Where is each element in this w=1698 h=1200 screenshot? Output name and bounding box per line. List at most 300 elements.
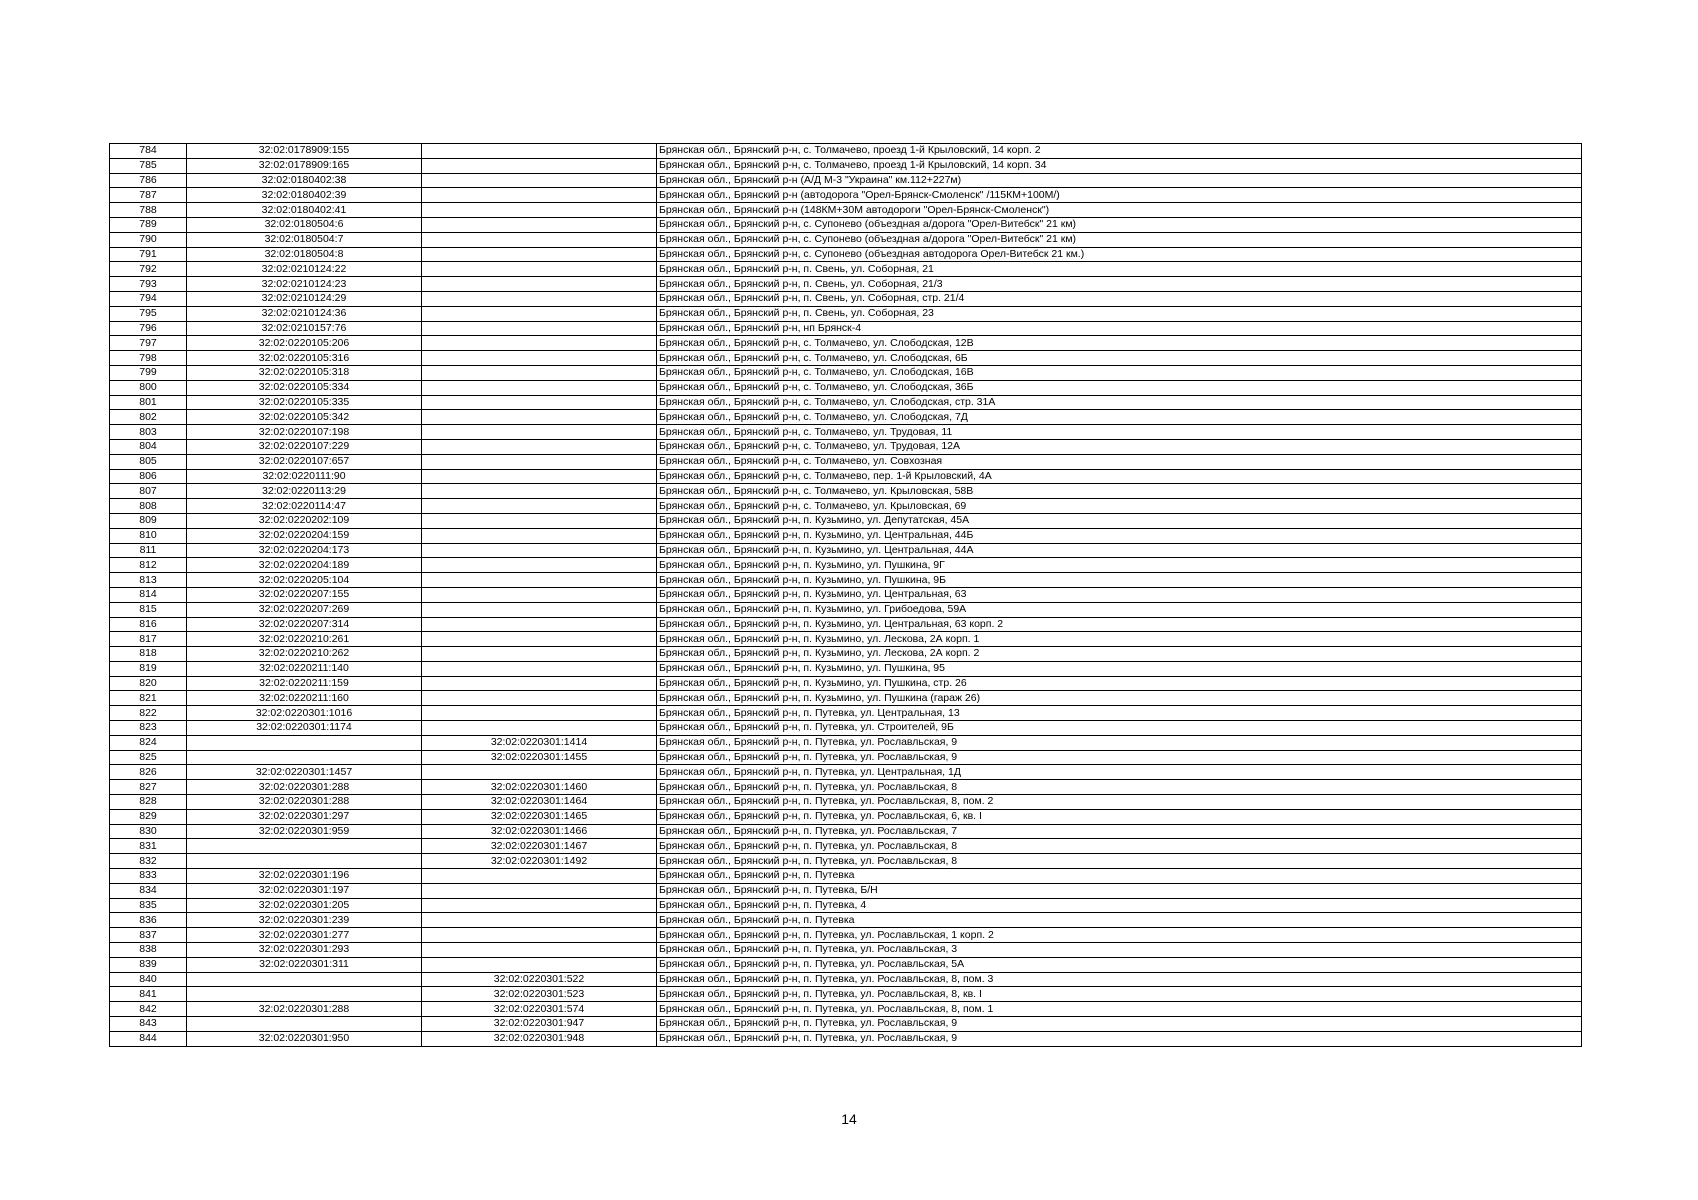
row-number-cell: 816 <box>110 617 187 632</box>
row-number-cell: 789 <box>110 217 187 232</box>
parcel-cadastral-number-cell: 32:02:0180504:7 <box>187 232 422 247</box>
parcel-cadastral-number-cell: 32:02:0220301:196 <box>187 869 422 884</box>
parcel-cadastral-number-cell: 32:02:0220105:335 <box>187 395 422 410</box>
parcel-cadastral-number-cell: 32:02:0178909:155 <box>187 144 422 159</box>
address-cell: Брянская обл., Брянский р-н, п. Путевка, ул. Рославльская, 8, пом. 2 <box>657 795 1582 810</box>
object-cadastral-number-cell <box>422 439 657 454</box>
address-cell: Брянская обл., Брянский р-н, п. Путевка, ул. Рославльская, 8, пом. 1 <box>657 1002 1582 1017</box>
row-number-cell: 805 <box>110 454 187 469</box>
address-cell: Брянская обл., Брянский р-н, с. Толмачево, ул. Совхозная <box>657 454 1582 469</box>
object-cadastral-number-cell <box>422 484 657 499</box>
parcel-cadastral-number-cell: 32:02:0220105:342 <box>187 410 422 425</box>
table-row <box>110 721 1582 736</box>
row-number-cell: 791 <box>110 247 187 262</box>
row-number-cell: 825 <box>110 750 187 765</box>
table-row <box>110 661 1582 676</box>
address-cell: Брянская обл., Брянский р-н, п. Путевка, ул. Рославльская, 3 <box>657 943 1582 958</box>
object-cadastral-number-cell <box>422 602 657 617</box>
address-cell: Брянская обл., Брянский р-н, с. Толмачево, ул. Слободская, стр. 31А <box>657 395 1582 410</box>
row-number-cell: 798 <box>110 351 187 366</box>
table-row <box>110 469 1582 484</box>
table-row <box>110 321 1582 336</box>
address-cell: Брянская обл., Брянский р-н, с. Толмачево, ул. Слободская, 16В <box>657 365 1582 380</box>
row-number-cell: 808 <box>110 499 187 514</box>
object-cadastral-number-cell <box>422 528 657 543</box>
table-row <box>110 439 1582 454</box>
table-row <box>110 395 1582 410</box>
address-cell: Брянская обл., Брянский р-н, с. Толмачево, ул. Слободская, 36Б <box>657 380 1582 395</box>
row-number-cell: 844 <box>110 1031 187 1046</box>
table-row <box>110 513 1582 528</box>
address-cell: Брянская обл., Брянский р-н, п. Кузьмино, ул. Центральная, 63 корп. 2 <box>657 617 1582 632</box>
row-number-cell: 813 <box>110 573 187 588</box>
object-cadastral-number-cell <box>422 587 657 602</box>
row-number-cell: 797 <box>110 336 187 351</box>
address-cell: Брянская обл., Брянский р-н, с. Толмачево, ул. Крыловская, 58В <box>657 484 1582 499</box>
table-row <box>110 632 1582 647</box>
address-cell: Брянская обл., Брянский р-н, нп Брянск-4 <box>657 321 1582 336</box>
table-row <box>110 573 1582 588</box>
object-cadastral-number-cell <box>422 306 657 321</box>
row-number-cell: 799 <box>110 365 187 380</box>
address-cell: Брянская обл., Брянский р-н, п. Путевка, 4 <box>657 898 1582 913</box>
parcel-cadastral-number-cell: 32:02:0180402:39 <box>187 188 422 203</box>
table-row <box>110 380 1582 395</box>
address-cell: Брянская обл., Брянский р-н, с. Толмачево, ул. Слободская, 6Б <box>657 351 1582 366</box>
table-row <box>110 499 1582 514</box>
row-number-cell: 796 <box>110 321 187 336</box>
parcel-cadastral-number-cell: 32:02:0210124:23 <box>187 277 422 292</box>
parcel-cadastral-number-cell: 32:02:0220301:277 <box>187 928 422 943</box>
row-number-cell: 802 <box>110 410 187 425</box>
table-row <box>110 247 1582 262</box>
row-number-cell: 842 <box>110 1002 187 1017</box>
row-number-cell: 829 <box>110 809 187 824</box>
row-number-cell: 834 <box>110 883 187 898</box>
row-number-cell: 793 <box>110 277 187 292</box>
parcel-cadastral-number-cell: 32:02:0220301:288 <box>187 780 422 795</box>
address-cell: Брянская обл., Брянский р-н, п. Путевка, ул. Рославльская, 8 <box>657 780 1582 795</box>
address-cell: Брянская обл., Брянский р-н, п. Кузьмино, ул. Пушкина, стр. 26 <box>657 676 1582 691</box>
object-cadastral-number-cell <box>422 913 657 928</box>
parcel-cadastral-number-cell <box>187 735 422 750</box>
object-cadastral-number-cell <box>422 158 657 173</box>
table-row <box>110 173 1582 188</box>
row-number-cell: 812 <box>110 558 187 573</box>
address-cell: Брянская обл., Брянский р-н, п. Путевка, ул. Рославльская, 8 <box>657 839 1582 854</box>
parcel-cadastral-number-cell: 32:02:0210124:22 <box>187 262 422 277</box>
row-number-cell: 811 <box>110 543 187 558</box>
object-cadastral-number-cell <box>422 676 657 691</box>
table-row <box>110 780 1582 795</box>
row-number-cell: 833 <box>110 869 187 884</box>
parcel-cadastral-number-cell <box>187 972 422 987</box>
address-cell: Брянская обл., Брянский р-н, с. Толмачево, ул. Слободская, 12В <box>657 336 1582 351</box>
table-row <box>110 543 1582 558</box>
row-number-cell: 823 <box>110 721 187 736</box>
parcel-cadastral-number-cell: 32:02:0180504:8 <box>187 247 422 262</box>
parcel-cadastral-number-cell: 32:02:0220301:1016 <box>187 706 422 721</box>
table-row <box>110 883 1582 898</box>
address-cell: Брянская обл., Брянский р-н, п. Кузьмино, ул. Центральная, 63 <box>657 587 1582 602</box>
table-row <box>110 943 1582 958</box>
table-row <box>110 484 1582 499</box>
object-cadastral-number-cell <box>422 365 657 380</box>
address-cell: Брянская обл., Брянский р-н, п. Путевка, ул. Рославльская, 8, кв. I <box>657 987 1582 1002</box>
address-cell: Брянская обл., Брянский р-н, п. Путевка, Б/Н <box>657 883 1582 898</box>
address-cell: Брянская обл., Брянский р-н, с. Супонево (объездная а/дорога "Орел-Витебск" 21 км) <box>657 232 1582 247</box>
table-row <box>110 795 1582 810</box>
parcel-cadastral-number-cell: 32:02:0220301:959 <box>187 824 422 839</box>
address-cell: Брянская обл., Брянский р-н, с. Толмачево, проезд 1-й Крыловский, 14 корп. 2 <box>657 144 1582 159</box>
object-cadastral-number-cell: 32:02:0220301:574 <box>422 1002 657 1017</box>
register-table-body <box>110 144 1582 1047</box>
object-cadastral-number-cell <box>422 425 657 440</box>
object-cadastral-number-cell <box>422 898 657 913</box>
address-cell: Брянская обл., Брянский р-н, п. Кузьмино, ул. Центральная, 44Б <box>657 528 1582 543</box>
object-cadastral-number-cell: 32:02:0220301:1467 <box>422 839 657 854</box>
parcel-cadastral-number-cell: 32:02:0220202:109 <box>187 513 422 528</box>
address-cell: Брянская обл., Брянский р-н, п. Кузьмино, ул. Пушкина, 9Г <box>657 558 1582 573</box>
object-cadastral-number-cell <box>422 513 657 528</box>
table-row <box>110 291 1582 306</box>
row-number-cell: 839 <box>110 957 187 972</box>
address-cell: Брянская обл., Брянский р-н, п. Путевка, ул. Рославльская, 7 <box>657 824 1582 839</box>
table-row <box>110 203 1582 218</box>
row-number-cell: 806 <box>110 469 187 484</box>
object-cadastral-number-cell <box>422 883 657 898</box>
address-cell: Брянская обл., Брянский р-н (А/Д М-3 "Украина" км.112+227м) <box>657 173 1582 188</box>
register-table <box>109 143 1582 1047</box>
parcel-cadastral-number-cell: 32:02:0220107:229 <box>187 439 422 454</box>
parcel-cadastral-number-cell: 32:02:0220211:159 <box>187 676 422 691</box>
object-cadastral-number-cell <box>422 232 657 247</box>
table-row <box>110 1031 1582 1046</box>
table-row <box>110 869 1582 884</box>
row-number-cell: 837 <box>110 928 187 943</box>
address-cell: Брянская обл., Брянский р-н (автодорога "Орел-Брянск-Смоленск" /115КМ+100М/) <box>657 188 1582 203</box>
row-number-cell: 788 <box>110 203 187 218</box>
object-cadastral-number-cell: 32:02:0220301:1492 <box>422 854 657 869</box>
row-number-cell: 787 <box>110 188 187 203</box>
object-cadastral-number-cell <box>422 410 657 425</box>
row-number-cell: 809 <box>110 513 187 528</box>
address-cell: Брянская обл., Брянский р-н, п. Кузьмино, ул. Пушкина (гараж 26) <box>657 691 1582 706</box>
parcel-cadastral-number-cell <box>187 987 422 1002</box>
row-number-cell: 841 <box>110 987 187 1002</box>
address-cell: Брянская обл., Брянский р-н, с. Толмачево, ул. Слободская, 7Д <box>657 410 1582 425</box>
row-number-cell: 824 <box>110 735 187 750</box>
table-row <box>110 972 1582 987</box>
address-cell: Брянская обл., Брянский р-н, п. Кузьмино, ул. Центральная, 44А <box>657 543 1582 558</box>
parcel-cadastral-number-cell: 32:02:0180402:38 <box>187 173 422 188</box>
parcel-cadastral-number-cell <box>187 750 422 765</box>
object-cadastral-number-cell <box>422 217 657 232</box>
parcel-cadastral-number-cell: 32:02:0220301:239 <box>187 913 422 928</box>
table-row <box>110 425 1582 440</box>
table-row <box>110 824 1582 839</box>
row-number-cell: 810 <box>110 528 187 543</box>
object-cadastral-number-cell <box>422 499 657 514</box>
object-cadastral-number-cell: 32:02:0220301:522 <box>422 972 657 987</box>
table-row <box>110 217 1582 232</box>
parcel-cadastral-number-cell: 32:02:0220204:159 <box>187 528 422 543</box>
address-cell: Брянская обл., Брянский р-н, п. Путевка, ул. Рославльская, 6, кв. I <box>657 809 1582 824</box>
parcel-cadastral-number-cell <box>187 839 422 854</box>
object-cadastral-number-cell <box>422 558 657 573</box>
table-row <box>110 351 1582 366</box>
table-row <box>110 602 1582 617</box>
row-number-cell: 832 <box>110 854 187 869</box>
table-row <box>110 839 1582 854</box>
object-cadastral-number-cell <box>422 262 657 277</box>
address-cell: Брянская обл., Брянский р-н, п. Свень, ул. Соборная, 21/3 <box>657 277 1582 292</box>
row-number-cell: 804 <box>110 439 187 454</box>
row-number-cell: 822 <box>110 706 187 721</box>
address-cell: Брянская обл., Брянский р-н, с. Толмачево, пер. 1-й Крыловский, 4А <box>657 469 1582 484</box>
parcel-cadastral-number-cell: 32:02:0220301:205 <box>187 898 422 913</box>
row-number-cell: 828 <box>110 795 187 810</box>
table-row <box>110 410 1582 425</box>
object-cadastral-number-cell <box>422 721 657 736</box>
table-row <box>110 1017 1582 1032</box>
object-cadastral-number-cell <box>422 543 657 558</box>
address-cell: Брянская обл., Брянский р-н, п. Свень, ул. Соборная, 23 <box>657 306 1582 321</box>
parcel-cadastral-number-cell: 32:02:0220301:288 <box>187 1002 422 1017</box>
row-number-cell: 821 <box>110 691 187 706</box>
table-row <box>110 765 1582 780</box>
row-number-cell: 803 <box>110 425 187 440</box>
address-cell: Брянская обл., Брянский р-н, п. Путевка, ул. Рославльская, 9 <box>657 735 1582 750</box>
table-row <box>110 691 1582 706</box>
table-row <box>110 232 1582 247</box>
row-number-cell: 814 <box>110 587 187 602</box>
parcel-cadastral-number-cell: 32:02:0220107:657 <box>187 454 422 469</box>
parcel-cadastral-number-cell <box>187 854 422 869</box>
parcel-cadastral-number-cell: 32:02:0180504:6 <box>187 217 422 232</box>
object-cadastral-number-cell: 32:02:0220301:1465 <box>422 809 657 824</box>
parcel-cadastral-number-cell: 32:02:0220301:197 <box>187 883 422 898</box>
object-cadastral-number-cell <box>422 765 657 780</box>
parcel-cadastral-number-cell: 32:02:0220301:311 <box>187 957 422 972</box>
parcel-cadastral-number-cell: 32:02:0220210:261 <box>187 632 422 647</box>
row-number-cell: 835 <box>110 898 187 913</box>
table-row <box>110 336 1582 351</box>
parcel-cadastral-number-cell: 32:02:0220204:173 <box>187 543 422 558</box>
table-row <box>110 854 1582 869</box>
table-row <box>110 365 1582 380</box>
parcel-cadastral-number-cell: 32:02:0220205:104 <box>187 573 422 588</box>
table-row <box>110 454 1582 469</box>
row-number-cell: 786 <box>110 173 187 188</box>
object-cadastral-number-cell: 32:02:0220301:948 <box>422 1031 657 1046</box>
row-number-cell: 817 <box>110 632 187 647</box>
object-cadastral-number-cell <box>422 869 657 884</box>
address-cell: Брянская обл., Брянский р-н, с. Толмачево, ул. Трудовая, 12А <box>657 439 1582 454</box>
object-cadastral-number-cell <box>422 291 657 306</box>
object-cadastral-number-cell <box>422 247 657 262</box>
parcel-cadastral-number-cell: 32:02:0220204:189 <box>187 558 422 573</box>
table-row <box>110 750 1582 765</box>
table-row <box>110 898 1582 913</box>
object-cadastral-number-cell <box>422 188 657 203</box>
object-cadastral-number-cell <box>422 647 657 662</box>
address-cell: Брянская обл., Брянский р-н, п. Путевка <box>657 913 1582 928</box>
address-cell: Брянская обл., Брянский р-н, п. Путевка, ул. Рославльская, 9 <box>657 1031 1582 1046</box>
object-cadastral-number-cell <box>422 469 657 484</box>
address-cell: Брянская обл., Брянский р-н, п. Путевка, ул. Рославльская, 8 <box>657 854 1582 869</box>
parcel-cadastral-number-cell: 32:02:0210157:76 <box>187 321 422 336</box>
object-cadastral-number-cell <box>422 144 657 159</box>
table-row <box>110 1002 1582 1017</box>
row-number-cell: 815 <box>110 602 187 617</box>
parcel-cadastral-number-cell: 32:02:0210124:29 <box>187 291 422 306</box>
row-number-cell: 838 <box>110 943 187 958</box>
address-cell: Брянская обл., Брянский р-н, п. Свень, ул. Соборная, 21 <box>657 262 1582 277</box>
address-cell: Брянская обл., Брянский р-н (148КМ+30М автодороги "Орел-Брянск-Смоленск") <box>657 203 1582 218</box>
table-row <box>110 809 1582 824</box>
table-row <box>110 706 1582 721</box>
row-number-cell: 840 <box>110 972 187 987</box>
row-number-cell: 843 <box>110 1017 187 1032</box>
object-cadastral-number-cell <box>422 573 657 588</box>
object-cadastral-number-cell <box>422 706 657 721</box>
parcel-cadastral-number-cell: 32:02:0220207:269 <box>187 602 422 617</box>
object-cadastral-number-cell <box>422 454 657 469</box>
address-cell: Брянская обл., Брянский р-н, с. Толмачево, проезд 1-й Крыловский, 14 корп. 34 <box>657 158 1582 173</box>
parcel-cadastral-number-cell: 32:02:0220105:318 <box>187 365 422 380</box>
object-cadastral-number-cell <box>422 943 657 958</box>
table-row <box>110 647 1582 662</box>
parcel-cadastral-number-cell: 32:02:0178909:165 <box>187 158 422 173</box>
address-cell: Брянская обл., Брянский р-н, с. Супонево (объездная а/дорога "Орел-Витебск" 21 км) <box>657 217 1582 232</box>
address-cell: Брянская обл., Брянский р-н, п. Путевка, ул. Рославльская, 9 <box>657 1017 1582 1032</box>
object-cadastral-number-cell: 32:02:0220301:1460 <box>422 780 657 795</box>
row-number-cell: 801 <box>110 395 187 410</box>
address-cell: Брянская обл., Брянский р-н, п. Путевка, ул. Центральная, 13 <box>657 706 1582 721</box>
row-number-cell: 800 <box>110 380 187 395</box>
object-cadastral-number-cell <box>422 321 657 336</box>
table-row <box>110 735 1582 750</box>
parcel-cadastral-number-cell: 32:02:0210124:36 <box>187 306 422 321</box>
parcel-cadastral-number-cell: 32:02:0220107:198 <box>187 425 422 440</box>
row-number-cell: 792 <box>110 262 187 277</box>
object-cadastral-number-cell <box>422 691 657 706</box>
table-row <box>110 144 1582 159</box>
parcel-cadastral-number-cell: 32:02:0220301:1174 <box>187 721 422 736</box>
address-cell: Брянская обл., Брянский р-н, п. Кузьмино, ул. Грибоедова, 59А <box>657 602 1582 617</box>
table-row <box>110 957 1582 972</box>
address-cell: Брянская обл., Брянский р-н, п. Путевка, ул. Рославльская, 5А <box>657 957 1582 972</box>
object-cadastral-number-cell <box>422 928 657 943</box>
parcel-cadastral-number-cell: 32:02:0220114:47 <box>187 499 422 514</box>
row-number-cell: 785 <box>110 158 187 173</box>
row-number-cell: 836 <box>110 913 187 928</box>
address-cell: Брянская обл., Брянский р-н, п. Путевка, ул. Центральная, 1Д <box>657 765 1582 780</box>
object-cadastral-number-cell <box>422 632 657 647</box>
row-number-cell: 830 <box>110 824 187 839</box>
table-row <box>110 928 1582 943</box>
object-cadastral-number-cell <box>422 351 657 366</box>
row-number-cell: 818 <box>110 647 187 662</box>
parcel-cadastral-number-cell: 32:02:0220105:334 <box>187 380 422 395</box>
address-cell: Брянская обл., Брянский р-н, п. Путевка, ул. Рославльская, 9 <box>657 750 1582 765</box>
address-cell: Брянская обл., Брянский р-н, п. Путевка, ул. Строителей, 9Б <box>657 721 1582 736</box>
parcel-cadastral-number-cell: 32:02:0220301:297 <box>187 809 422 824</box>
row-number-cell: 790 <box>110 232 187 247</box>
parcel-cadastral-number-cell: 32:02:0220111:90 <box>187 469 422 484</box>
object-cadastral-number-cell <box>422 277 657 292</box>
parcel-cadastral-number-cell: 32:02:0220210:262 <box>187 647 422 662</box>
table-row <box>110 987 1582 1002</box>
parcel-cadastral-number-cell: 32:02:0220105:206 <box>187 336 422 351</box>
object-cadastral-number-cell <box>422 617 657 632</box>
table-row <box>110 306 1582 321</box>
page-number: 14 <box>841 1111 857 1127</box>
table-row <box>110 676 1582 691</box>
object-cadastral-number-cell <box>422 173 657 188</box>
row-number-cell: 819 <box>110 661 187 676</box>
parcel-cadastral-number-cell <box>187 1017 422 1032</box>
object-cadastral-number-cell: 32:02:0220301:947 <box>422 1017 657 1032</box>
parcel-cadastral-number-cell: 32:02:0220207:314 <box>187 617 422 632</box>
address-cell: Брянская обл., Брянский р-н, п. Кузьмино, ул. Депутатская, 45А <box>657 513 1582 528</box>
table-row <box>110 558 1582 573</box>
table-row <box>110 587 1582 602</box>
table-row <box>110 617 1582 632</box>
row-number-cell: 807 <box>110 484 187 499</box>
address-cell: Брянская обл., Брянский р-н, п. Свень, ул. Соборная, стр. 21/4 <box>657 291 1582 306</box>
object-cadastral-number-cell <box>422 380 657 395</box>
object-cadastral-number-cell: 32:02:0220301:1466 <box>422 824 657 839</box>
object-cadastral-number-cell: 32:02:0220301:1464 <box>422 795 657 810</box>
table-row <box>110 262 1582 277</box>
parcel-cadastral-number-cell: 32:02:0220113:29 <box>187 484 422 499</box>
object-cadastral-number-cell <box>422 395 657 410</box>
parcel-cadastral-number-cell: 32:02:0220211:160 <box>187 691 422 706</box>
row-number-cell: 831 <box>110 839 187 854</box>
row-number-cell: 784 <box>110 144 187 159</box>
parcel-cadastral-number-cell: 32:02:0180402:41 <box>187 203 422 218</box>
row-number-cell: 795 <box>110 306 187 321</box>
parcel-cadastral-number-cell: 32:02:0220211:140 <box>187 661 422 676</box>
parcel-cadastral-number-cell: 32:02:0220105:316 <box>187 351 422 366</box>
object-cadastral-number-cell <box>422 336 657 351</box>
address-cell: Брянская обл., Брянский р-н, с. Толмачево, ул. Трудовая, 11 <box>657 425 1582 440</box>
address-cell: Брянская обл., Брянский р-н, п. Кузьмино, ул. Лескова, 2А корп. 2 <box>657 647 1582 662</box>
address-cell: Брянская обл., Брянский р-н, п. Путевка <box>657 869 1582 884</box>
object-cadastral-number-cell: 32:02:0220301:1455 <box>422 750 657 765</box>
address-cell: Брянская обл., Брянский р-н, п. Путевка, ул. Рославльская, 1 корп. 2 <box>657 928 1582 943</box>
row-number-cell: 794 <box>110 291 187 306</box>
parcel-cadastral-number-cell: 32:02:0220301:288 <box>187 795 422 810</box>
table-row <box>110 913 1582 928</box>
object-cadastral-number-cell <box>422 661 657 676</box>
table-row <box>110 528 1582 543</box>
parcel-cadastral-number-cell: 32:02:0220301:950 <box>187 1031 422 1046</box>
address-cell: Брянская обл., Брянский р-н, п. Кузьмино, ул. Лескова, 2А корп. 1 <box>657 632 1582 647</box>
parcel-cadastral-number-cell: 32:02:0220301:1457 <box>187 765 422 780</box>
address-cell: Брянская обл., Брянский р-н, с. Супонево (объездная автодорога Орел-Витебск 21 км.) <box>657 247 1582 262</box>
parcel-cadastral-number-cell: 32:02:0220301:293 <box>187 943 422 958</box>
parcel-cadastral-number-cell: 32:02:0220207:155 <box>187 587 422 602</box>
object-cadastral-number-cell <box>422 203 657 218</box>
object-cadastral-number-cell <box>422 957 657 972</box>
address-cell: Брянская обл., Брянский р-н, п. Путевка, ул. Рославльская, 8, пом. 3 <box>657 972 1582 987</box>
address-cell: Брянская обл., Брянский р-н, с. Толмачево, ул. Крыловская, 69 <box>657 499 1582 514</box>
table-row <box>110 188 1582 203</box>
object-cadastral-number-cell: 32:02:0220301:523 <box>422 987 657 1002</box>
